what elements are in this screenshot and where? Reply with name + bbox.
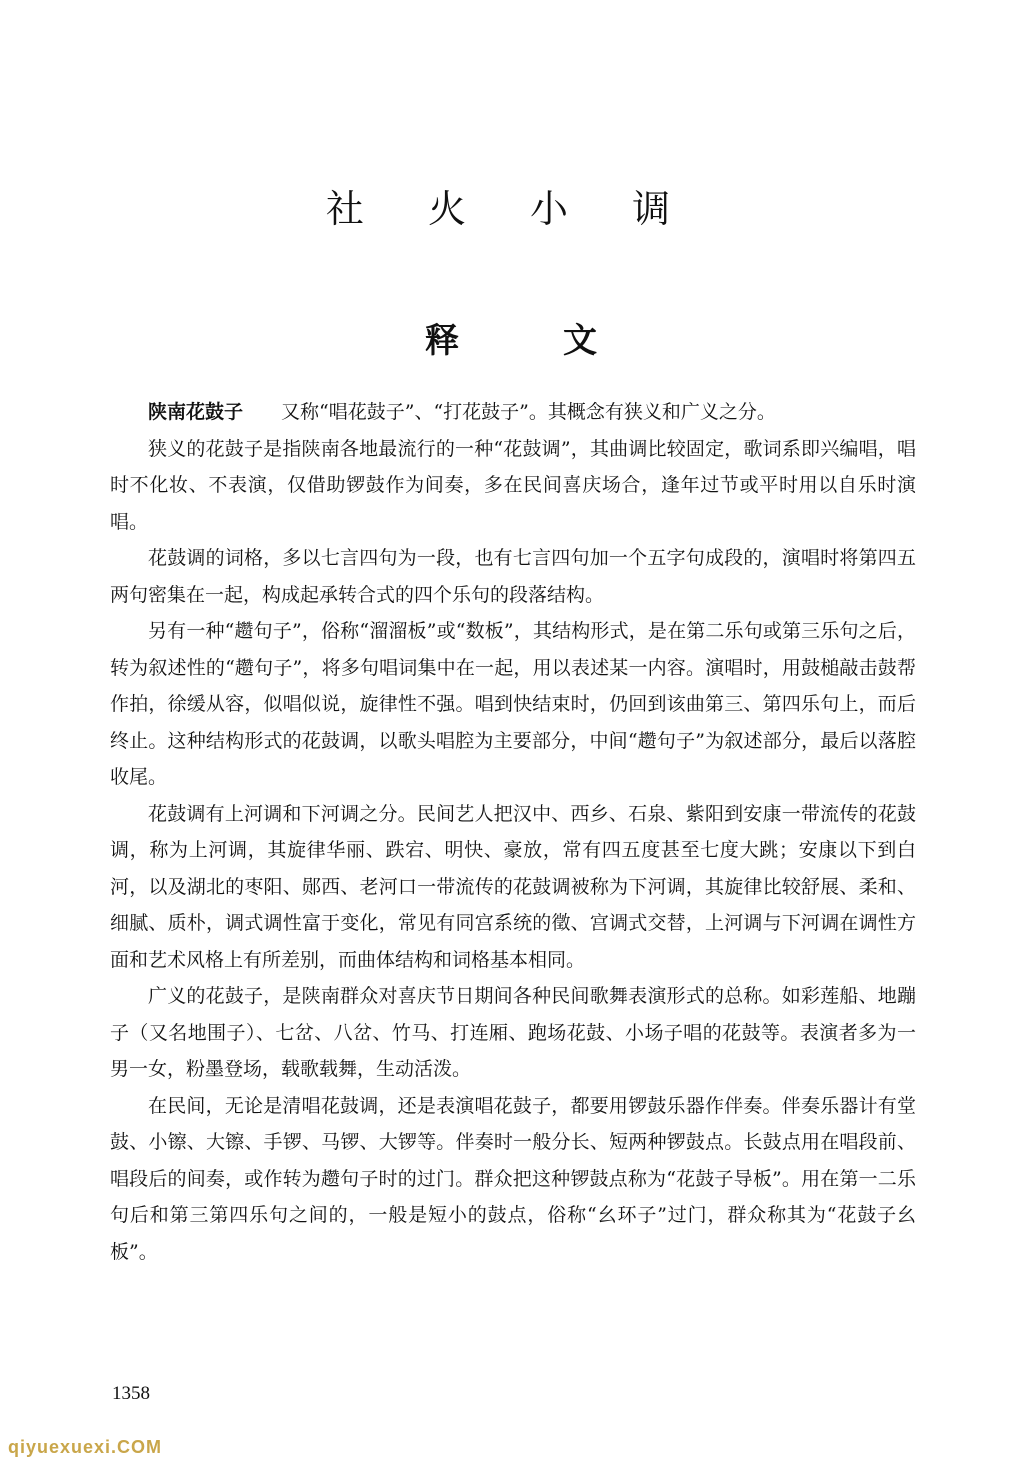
- paragraph-4: 另有一种“趱句子”，俗称“溜溜板”或“数板”，其结构形式，是在第二乐句或第三乐句之后，转为叙述性的“趱句子”，将多句唱词集中在一起，用以表述某一内容。演唱时，用鼓槌敲击鼓帮作拍，徐缓从容，似唱似说，旋律性不强。唱到快结束时，仍回到该曲第三、第四乐句上，而后终止。这种结构形式的花鼓调，以歌头唱腔为主要部分，中间“趱句子”为叙述部分，最后以落腔收尾。: [110, 620, 916, 788]
- section-heading-char-1: 释: [425, 321, 459, 361]
- paragraph-7: 在民间，无论是清唱花鼓调，还是表演唱花鼓子，都要用锣鼓乐器作伴奏。伴奏乐器计有堂鼓、小镲、大镲、手锣、马锣、大锣等。伴奏时一般分长、短两种锣鼓点。长鼓点用在唱段前、唱段后的间奏，或作转为趱句子时的过门。群众把这种锣鼓点称为“花鼓子导板”。用在第一二乐句后和第三第四乐句之间的，一般是短小的鼓点，俗称“幺环子”过门，群众称其为“花鼓子幺板”。: [110, 1094, 916, 1263]
- body-text: [110, 394, 916, 1270]
- watermark: qiyuexuexi.COM: [8, 1437, 163, 1457]
- paragraph-6: 广义的花鼓子，是陕南群众对喜庆节日期间各种民间歌舞表演形式的总称。如彩莲船、地蹦子（又名地围子）、七岔、八岔、竹马、打连厢、跑场花鼓、小场子唱的花鼓等。表演者多为一男一女，粉墨登场，载歌载舞，生动活泼。: [110, 985, 916, 1080]
- page-number: 1358: [112, 1383, 150, 1404]
- paragraph-3: 花鼓调的词格，多以七言四句为一段，也有七言四句加一个五字句成段的，演唱时将第四五两句密集在一起，构成起承转合式的四个乐句的段落结构。: [110, 547, 916, 606]
- paragraph-5: 花鼓调有上河调和下河调之分。民间艺人把汉中、西乡、石泉、紫阳到安康一带流传的花鼓调，称为上河调，其旋律华丽、跌宕、明快、豪放，常有四五度甚至七度大跳；安康以下到白河，以及湖北的枣阳、郧西、老河口一带流传的花鼓调被称为下河调，其旋律比较舒展、柔和、细腻、质朴，调式调性富于变化，常见有同宫系统的徵、宫调式交替，上河调与下河调在调性方面和艺术风格上有所差别，而曲体结构和词格基本相同。: [110, 802, 916, 971]
- paragraph-2: 狭义的花鼓子是指陕南各地最流行的一种“花鼓调”，其曲调比较固定，歌词系即兴编唱，唱时不化妆、不表演，仅借助锣鼓作为间奏，多在民间喜庆场合，逢年过节或平时用以自乐时演唱。: [110, 437, 916, 533]
- page-title: 社 火 小 调: [325, 187, 697, 231]
- section-heading: [0, 313, 1022, 362]
- paragraph-1-text: 又称“唱花鼓子”、“打花鼓子”。其概念有狭义和广义之分。: [281, 401, 776, 423]
- entry-term: 陕南花鼓子: [148, 401, 244, 423]
- section-heading-char-2: 文: [563, 321, 597, 361]
- paragraph-1: [110, 394, 916, 431]
